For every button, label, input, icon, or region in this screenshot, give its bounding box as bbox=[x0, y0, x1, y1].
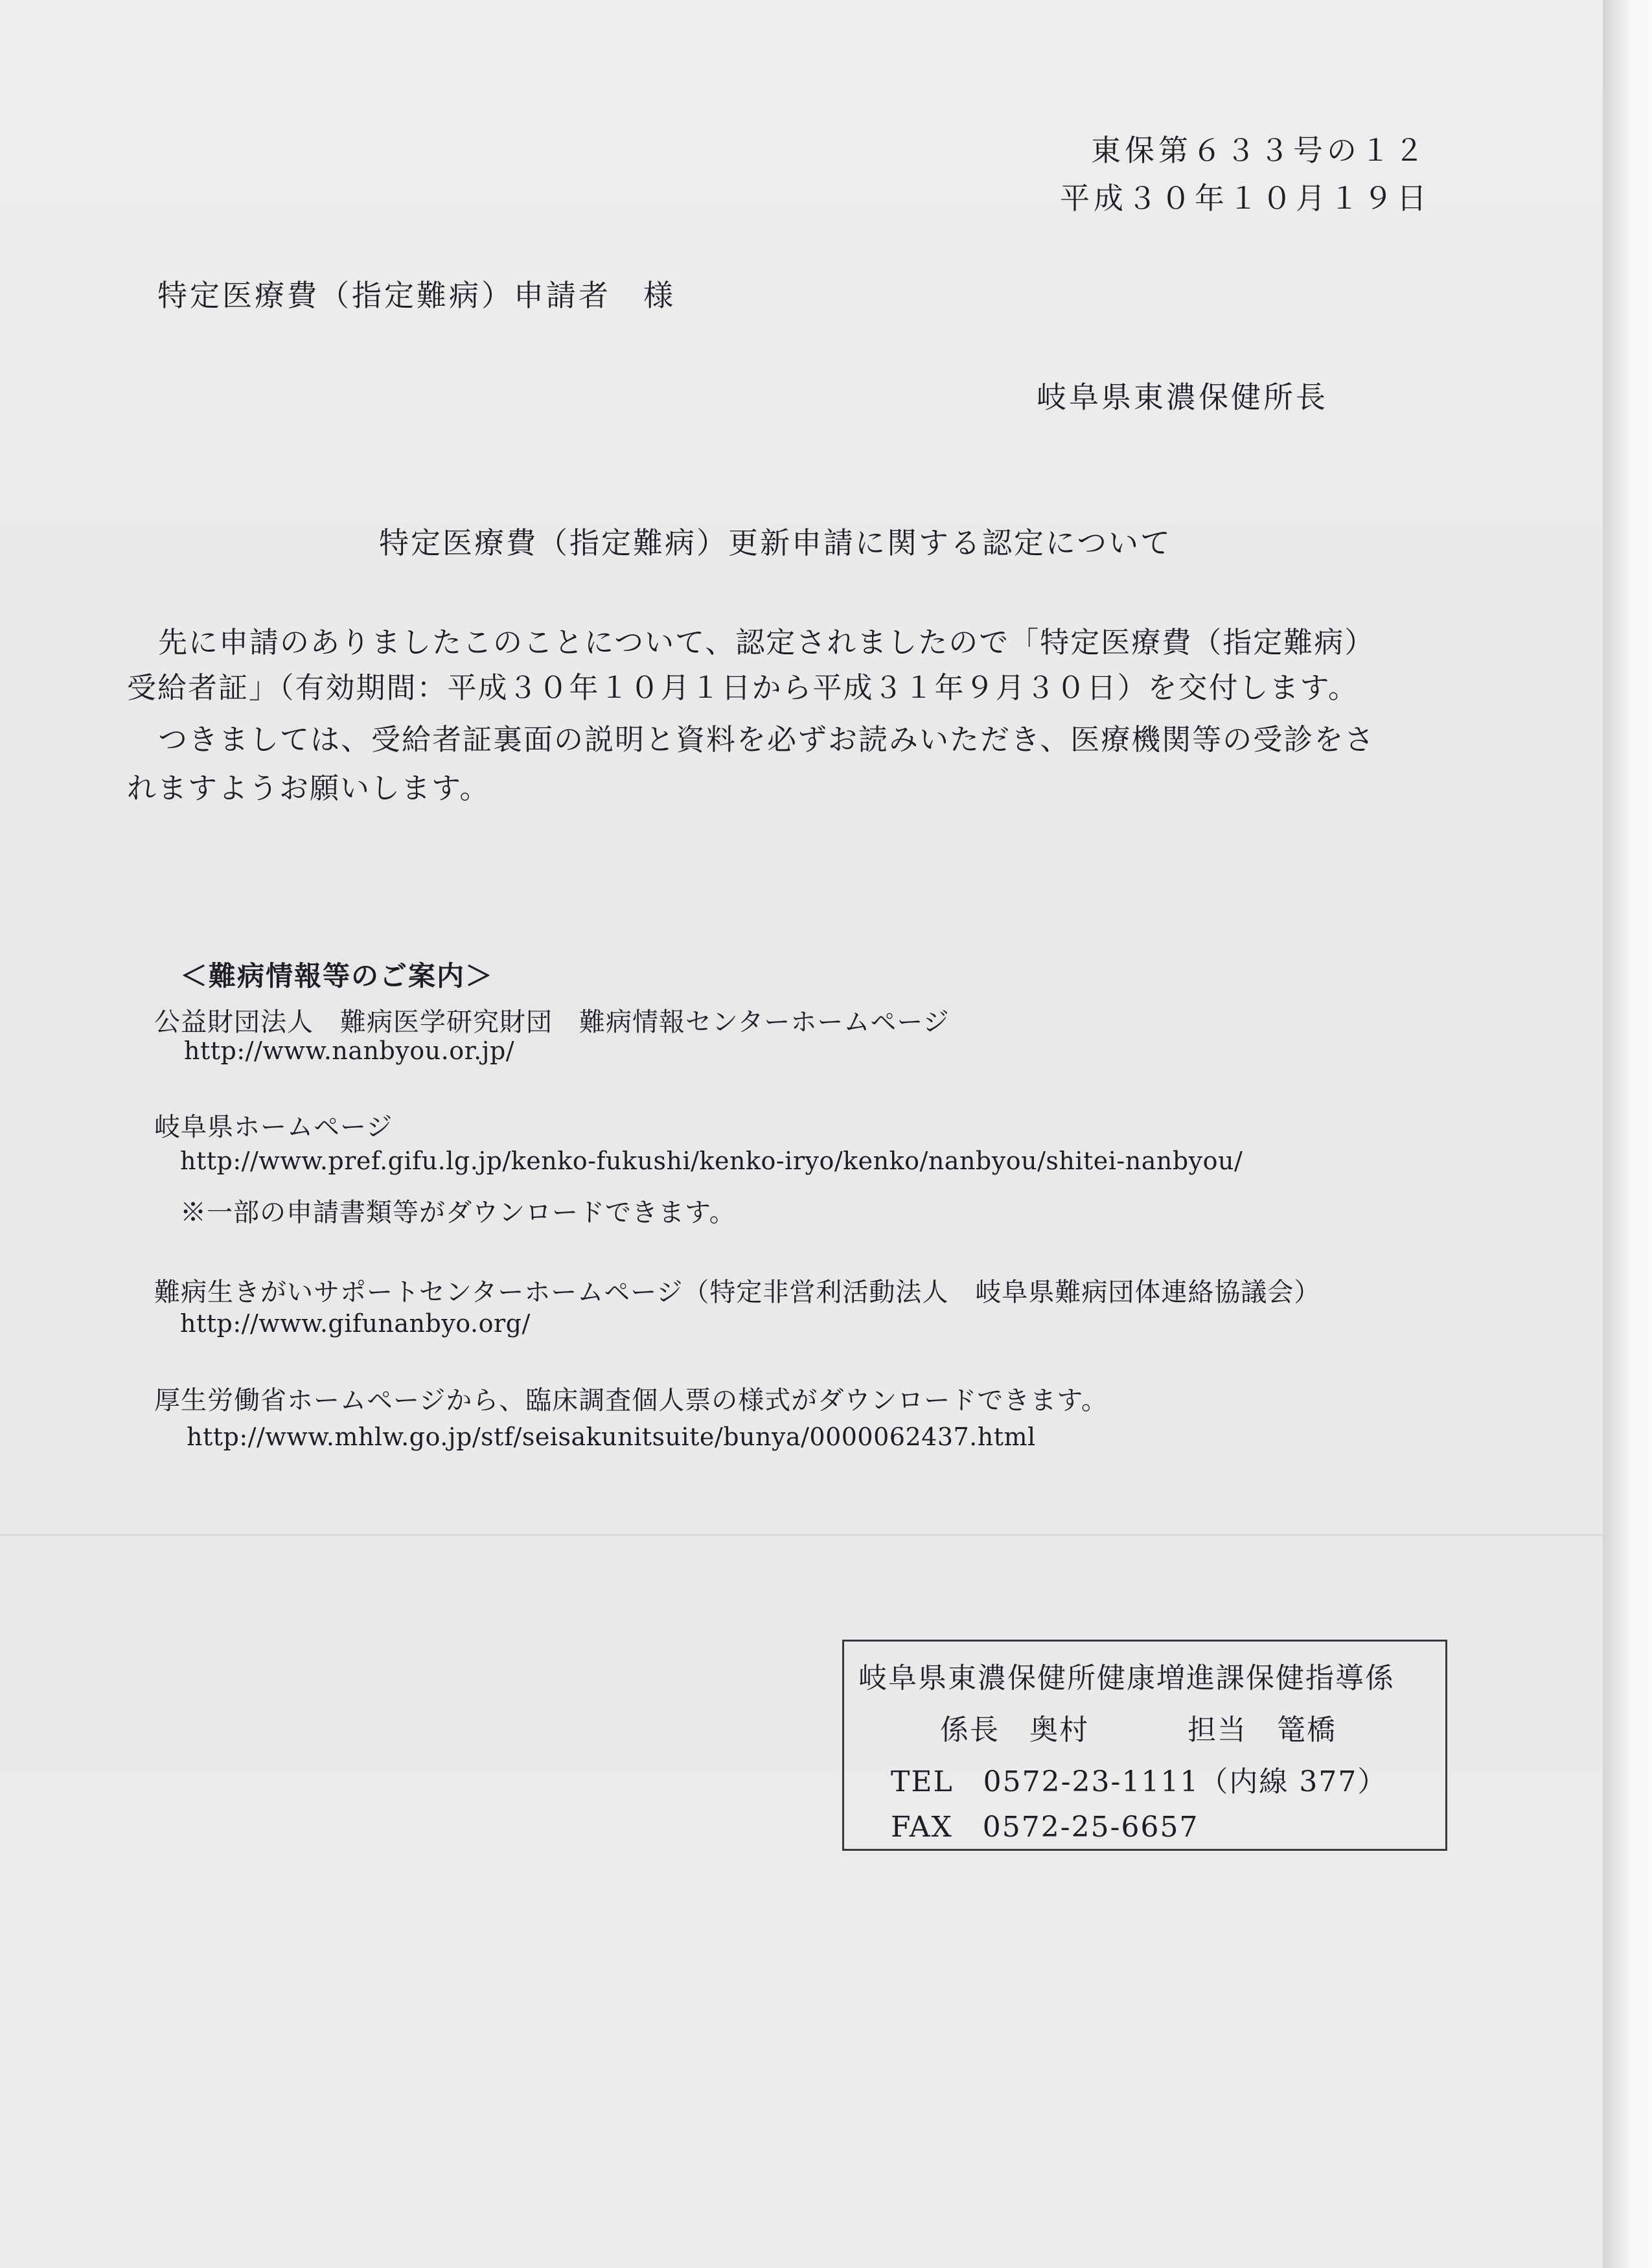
info-item-1-title: 公益財団法人 難病医学研究財団 難病情報センターホームページ bbox=[154, 1007, 950, 1037]
info-item-2-title: 岐阜県ホームページ bbox=[154, 1112, 393, 1142]
info-item-1-url: http://www.nanbyou.or.jp/ bbox=[184, 1037, 515, 1065]
contact-department: 岐阜県東濃保健所健康増進課保健指導係 bbox=[858, 1662, 1395, 1695]
body-line-2: 受給者証」（有効期間：平成３０年１０月１日から平成３１年９月３０日）を交付します。 bbox=[127, 670, 1359, 705]
contact-box bbox=[842, 1640, 1447, 1851]
body-line-3: つきましては、受給者証裏面の説明と資料を必ずお読みいただき、医療機関等の受診をさ bbox=[158, 722, 1375, 757]
contact-fax: FAX 0572-25-6657 bbox=[891, 1811, 1199, 1844]
info-item-2-url: http://www.pref.gifu.lg.jp/kenko-fukushi/kenko-iryo/kenko/nanbyou/shitei-nanbyou/ bbox=[180, 1147, 1243, 1175]
paper-fold-line bbox=[0, 1534, 1603, 1536]
info-heading: ＜難病情報等のご案内＞ bbox=[180, 960, 494, 992]
subject-title: 特定医療費（指定難病）更新申請に関する認定について bbox=[379, 525, 1173, 560]
info-item-4-title: 厚生労働省ホームページから、臨床調査個人票の様式がダウンロードできます。 bbox=[154, 1386, 1108, 1415]
info-item-2-note: ※一部の申請書類等がダウンロードできます。 bbox=[180, 1198, 736, 1228]
addressee: 特定医療費（指定難病）申請者 様 bbox=[157, 278, 676, 313]
document-date: 平成３０年１０月１９日 bbox=[1060, 181, 1430, 216]
body-line-1: 先に申請のありましたこのことについて、認定されましたので「特定医療費（指定難病） bbox=[158, 625, 1375, 659]
sender: 岐阜県東濃保健所長 bbox=[1037, 380, 1328, 415]
page-edge bbox=[1603, 0, 1652, 2268]
info-item-4-url: http://www.mhlw.go.jp/stf/seisakunitsuite/bunya/0000062437.html bbox=[187, 1423, 1036, 1451]
info-item-3-url: http://www.gifunanbyo.org/ bbox=[180, 1309, 531, 1338]
document-number: 東保第６３３号の１２ bbox=[1091, 133, 1428, 168]
contact-chief: 係長 奥村 bbox=[940, 1713, 1089, 1747]
contact-staff: 担当 篭橋 bbox=[1187, 1713, 1337, 1747]
body-line-4: れますようお願いします。 bbox=[127, 771, 490, 805]
contact-tel: TEL 0572-23-1111（内線 377） bbox=[891, 1765, 1388, 1798]
info-item-3-title: 難病生きがいサポートセンターホームページ（特定非営利活動法人 岐阜県難病団体連絡協議会） bbox=[154, 1277, 1321, 1307]
